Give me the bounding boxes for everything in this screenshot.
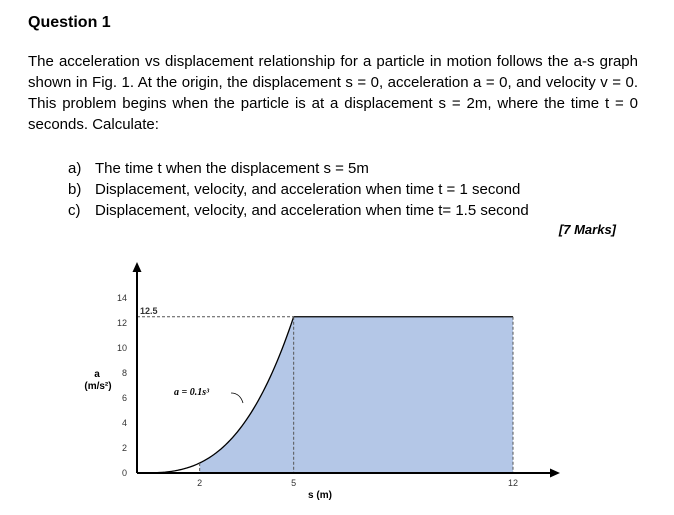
marks-label: [7 Marks] (558, 222, 616, 237)
question-body: The acceleration vs displacement relationship for a particle in motion follows the a-s graph shown in Fig. 1. At the origin, the displacement s = 0, acceleration a = 0, and velocity v = 0. This problem begins when the particle is at a displacement s = 2m, where the time t = 0 seconds. Calculate: (28, 53, 638, 133)
x-tick-labels (197, 478, 518, 488)
y-axis-label-units: (m/s²) (84, 381, 112, 392)
x-tick-label: 12 (507, 478, 519, 488)
task-marker: a) (68, 160, 82, 177)
y-tick-label: 10 (116, 343, 127, 353)
y-tick-label: 14 (116, 293, 127, 303)
curve-segment-unshaded (137, 463, 200, 473)
x-axis-arrowhead (550, 469, 560, 478)
y-tick-label: 12 (116, 318, 127, 328)
task-text: Displacement, velocity, and acceleration when time t= 1.5 second (95, 202, 529, 219)
x-tick-label: 2 (197, 478, 203, 488)
task-marker: c) (68, 202, 81, 219)
task-text: Displacement, velocity, and acceleration when time t = 1 second (95, 181, 521, 198)
task-text: The time t when the displacement s = 5m (95, 160, 369, 177)
y-tick-label: 0 (121, 468, 127, 478)
x-axis-label: s (m) (308, 490, 332, 501)
y-axis-arrowhead (133, 262, 142, 272)
y-axis-label-symbol: a (94, 369, 100, 380)
y-tick-labels (117, 293, 127, 478)
x-tick-label: 5 (291, 478, 297, 488)
y-tick-label: 4 (121, 418, 127, 428)
curve-equation-label: a = 0.1s³ (174, 387, 210, 398)
plateau-value-label: 12.5 (140, 306, 158, 316)
task-marker: b) (68, 181, 82, 198)
y-tick-label: 6 (121, 393, 127, 403)
y-tick-label: 2 (121, 443, 127, 453)
shaded-area (200, 317, 513, 473)
equation-leader-line (231, 393, 243, 403)
y-tick-label: 8 (121, 368, 127, 378)
question-title: Question 1 (28, 14, 111, 31)
